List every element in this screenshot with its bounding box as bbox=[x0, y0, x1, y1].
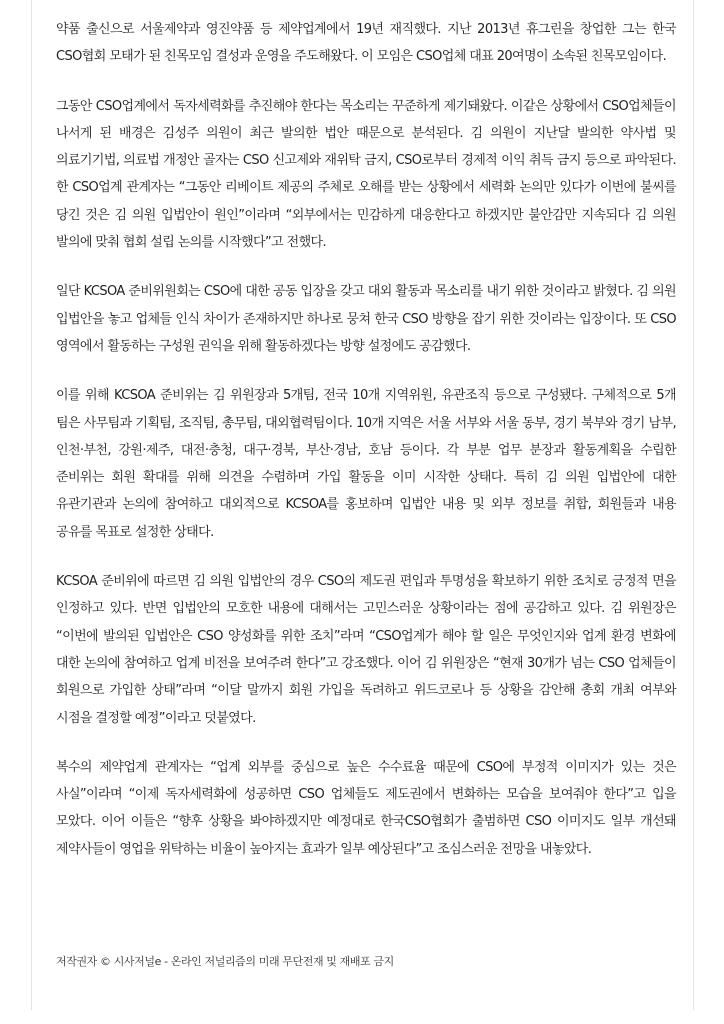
article-paragraph-5: KCSOA 준비위에 따르면 김 의원 입법안의 경우 CSO의 제도권 편입과 투명성을 확보하기 위한 조치로 긍정적 면을 인정하고 있다. 반면 입법안의 모호한 내용에 대해서는 고민스러운 상황이라는 점에 공감하고 있다. 김 위원장은 “이번에 발의된 입법안은 CSO 양성화를 위한 조치”라며 “CSO업계가 해야 할 일은 무엇인지와 업계 환경 변화에 대한 논의에 참여하고 업계 비전을 보여주려 한다”고 강조했다. 이어 김 위원장은 “현재 30개가 넘는 CSO 업체들이 회원으로 가입한 상태”라며 “이달 말까지 회원 가입을 독려하고 위드코로나 등 상황을 감안해 총회 개최 여부와 시점을 결정할 예정”이라고 덧붙였다. bbox=[56, 574, 676, 726]
right-border-line bbox=[693, 0, 694, 1010]
article-paragraph-4: 이를 위해 KCSOA 준비위는 김 위원장과 5개팀, 전국 10개 지역위원, 유관조직 등으로 구성됐다. 구체적으로 5개 팀은 사무팀과 기획팀, 조직팀, 총무팀, 대외협력팀이다. 10개 지역은 서울 서부와 서울 동부, 경기 북부와 경기 남부, 인천·부천, 강원·제주, 대전·충청, 대구·경북, 부산·경남, 호남 등이다. 각 부분 업무 분장과 활동계획을 수립한 준비위는 회원 확대를 위해 의견을 수렴하며 가입 활동을 이미 시작한 상태다. 특히 김 의원 입법안에 대한 유관기관과 논의에 참여하고 대외적으로 KCSOA를 홍보하며 입법안 내용 및 외부 정보를 취합, 회원들과 내용 공유를 목표로 설정한 상태다. bbox=[56, 388, 676, 540]
copyright-notice: 저작권자 © 시사저널e - 온라인 저널리즘의 미래 무단전재 및 재배포 금지 bbox=[56, 955, 394, 968]
article-body bbox=[56, 16, 676, 885]
left-border-line bbox=[31, 0, 32, 1010]
article-paragraph-1: 약품 출신으로 서울제약과 영진약품 등 제약업계에서 19년 재직했다. 지난 2013년 휴그린을 창업한 그는 한국 CSO협회 모태가 된 친목모임 결성과 운영을 주도해왔다. 이 모임은 CSO업체 대표 20여명이 소속된 친목모임이다. bbox=[56, 22, 676, 65]
article-paragraph-3: 일단 KCSOA 준비위원회는 CSO에 대한 공동 입장을 갖고 대외 활동과 목소리를 내기 위한 것이라고 밝혔다. 김 의원 입법안을 놓고 업체들 인식 차이가 존재하지만 하나로 뭉쳐 한국 CSO 방향을 잡기 위한 것이라는 입장이다. 또 CSO 영역에서 활동하는 구성원 권익을 위해 활동하겠다는 방향 설정에도 공감했다. bbox=[56, 284, 676, 354]
article-paragraph-6: 복수의 제약업계 관계자는 “업계 외부를 중심으로 높은 수수료율 때문에 CSO에 부정적 이미지가 있는 것은 사실”이라며 “이제 독자세력화에 성공하면 CSO 업체들도 제도권에서 변화하는 모습을 보여줘야 한다”고 입을 모았다. 이어 이들은 “향후 상황을 봐야하겠지만 예정대로 한국CSO협회가 출범하면 CSO 이미지도 일부 개선돼 제약사들이 영업을 위탁하는 비율이 높아지는 효과가 일부 예상된다”고 조심스러운 전망을 내놓았다. bbox=[56, 759, 676, 857]
article-paragraph-2: 그동안 CSO업계에서 독자세력화를 추진해야 한다는 목소리는 꾸준하게 제기돼왔다. 이같은 상황에서 CSO업체들이 나서게 된 배경은 김성주 의원이 최근 발의한 법안 때문으로 분석된다. 김 의원이 지난달 발의한 약사법 및 의료기기법, 의료법 개정안 골자는 CSO 신고제와 재위탁 금지, CSO로부터 경제적 이익 취득 금지 등으로 파악된다. 한 CSO업계 관계자는 “그동안 리베이트 제공의 주체로 오해를 받는 상황에서 세력화 논의만 있다가 이번에 불씨를 당긴 것은 김 의원 입법안이 원인”이라며 “외부에서는 민감하게 대응한다고 하겠지만 불안감만 지속되다 김 의원 발의에 맞춰 협회 설립 논의를 시작했다”고 전했다. bbox=[56, 98, 676, 251]
